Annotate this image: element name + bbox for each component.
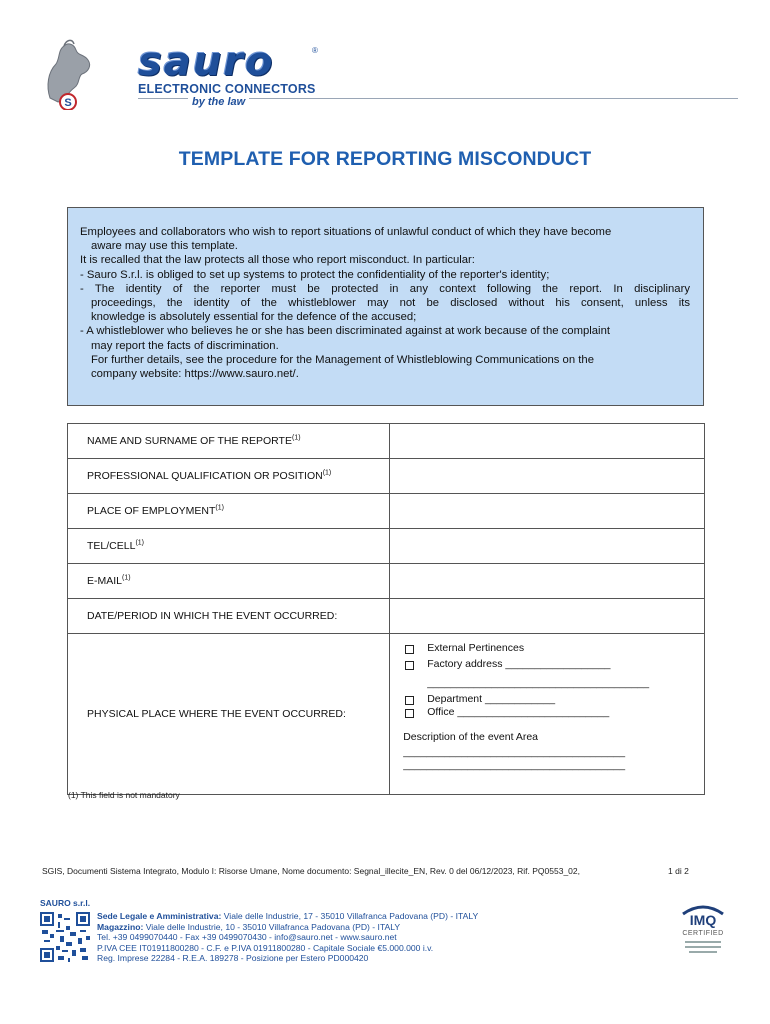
intro-line: For further details, see the procedure for the Management of Whistleblowing Communications on the [91,353,594,366]
field-label: PROFESSIONAL QUALIFICATION OR POSITION$^{(1)}$ [68,459,390,494]
page-title: TEMPLATE FOR REPORTING MISCONDUCT [178,148,592,170]
place-options-cell [390,634,705,795]
page-number: 1 di 2 [668,866,689,876]
imq-certification-icon [673,898,733,960]
factory-address-line: ______________________________________ [427,677,650,689]
form-row-email [68,564,705,599]
option-factory[interactable]: Factory address __________________ [403,658,704,671]
field-label: PHYSICAL PLACE WHERE THE EVENT OCCURRED: [68,634,390,795]
brand-wordmark: sauro [138,39,275,85]
intro-line: - Sauro S.r.l. is obliged to set up systems to protect the confidentiality of the reporter's identity; [80,268,550,281]
svg-text:S: S [64,97,72,109]
qualification-input-cell[interactable] [390,459,705,494]
intro-line: - The identity of the reporter must be protected in any context following the report. In disciplinary [80,282,690,295]
email-input-cell[interactable] [390,564,705,599]
intro-line: - A whistleblower who believes he or she has been discriminated against at work because of the complaint [80,325,610,338]
description-label: Description of the event Area [403,731,539,743]
date-input-cell[interactable] [390,599,705,634]
form-row-qualification [68,459,705,494]
brand-subtitle: ELECTRONIC CONNECTORS [138,82,316,96]
form-row-date [68,599,705,634]
field-label: E-MAIL$^{(1)}$ [68,564,390,599]
cert-brand: IMQ [689,912,717,928]
intro-line: Employees and collaborators who wish to report situations of unlawful conduct of which they have become [80,226,612,238]
intro-line: company website: https://www.sauro.net/. [91,368,299,381]
checkbox[interactable] [405,645,414,654]
brand-tagline: by the law [188,96,249,108]
intro-line: proceedings, the identity of the whistleblower may not be disclosed without his consent, unless its [91,297,690,310]
intro-line: It is recalled that the law protects all those who report misconduct. In particular: [80,254,475,267]
option-external[interactable]: External Pertinences [403,642,704,655]
company-address-block: Sede Legale e Amministrativa: Viale delle Industrie, 17 - 35010 Villafranca Padovana (PD) - ITALY Magazzino: Viale delle Industrie, 10 - 35010 Villafranca Padovana (PD) - ITALY Tel. +39 0499070440 - Fax +39 0499070430 - info@sauro.net - www.sauro.net P.IVA CEE IT01911800280 - C.F. e P.IVA 01911800280 - Capitale Sociale €5.000.000 i.v. Reg. Imprese 22284 - R.E.A. 189278 - Posizione per Estero PD000420 [97,911,479,964]
option-department[interactable]: Department ____________ [403,693,704,706]
option-office[interactable]: Office __________________________ [403,706,704,719]
form-row-physical-place [68,634,705,795]
checkbox[interactable] [405,709,414,718]
qr-code-icon [40,912,90,962]
tel-input-cell[interactable] [390,529,705,564]
company-logo [38,38,738,118]
form-row-name [68,424,705,459]
description-line[interactable]: ______________________________________ [403,759,626,771]
intro-line: aware may use this template. [91,240,238,253]
field-label: DATE/PERIOD IN WHICH THE EVENT OCCURRED: [68,599,390,634]
employment-input-cell[interactable] [390,494,705,529]
field-label: TEL/CELL$^{(1)}$ [68,529,390,564]
field-label: NAME AND SURNAME OF THE REPORTE$^{(1)}$ [68,424,390,459]
company-name: SAURO s.r.l. [40,898,91,908]
document-reference: SGIS, Documenti Sistema Integrato, Modulo I: Risorse Umane, Nome documento: Segnal_illecite_EN, Rev. 0 del 06/12/2023, Rif. PQ0553_02, [42,866,580,876]
registered-mark: ® [312,46,318,55]
footnote: (1) This field is not mandatory [68,790,180,800]
description-line[interactable]: ______________________________________ [403,746,626,758]
cert-label: CERTIFIED [682,930,724,937]
checkbox[interactable] [405,696,414,705]
horse-rider-logo-icon [38,38,100,110]
checkbox[interactable] [405,661,414,670]
form-row-place-of-employment [68,494,705,529]
intro-line: may report the facts of discrimination. [91,339,279,352]
report-form-table [67,423,705,795]
form-row-tel [68,529,705,564]
intro-line: knowledge is absolutely essential for the defence of the accused; [91,311,417,324]
field-label: PLACE OF EMPLOYMENT$^{(1)}$ [68,494,390,529]
name-input-cell[interactable] [390,424,705,459]
intro-notice-box [67,207,704,406]
